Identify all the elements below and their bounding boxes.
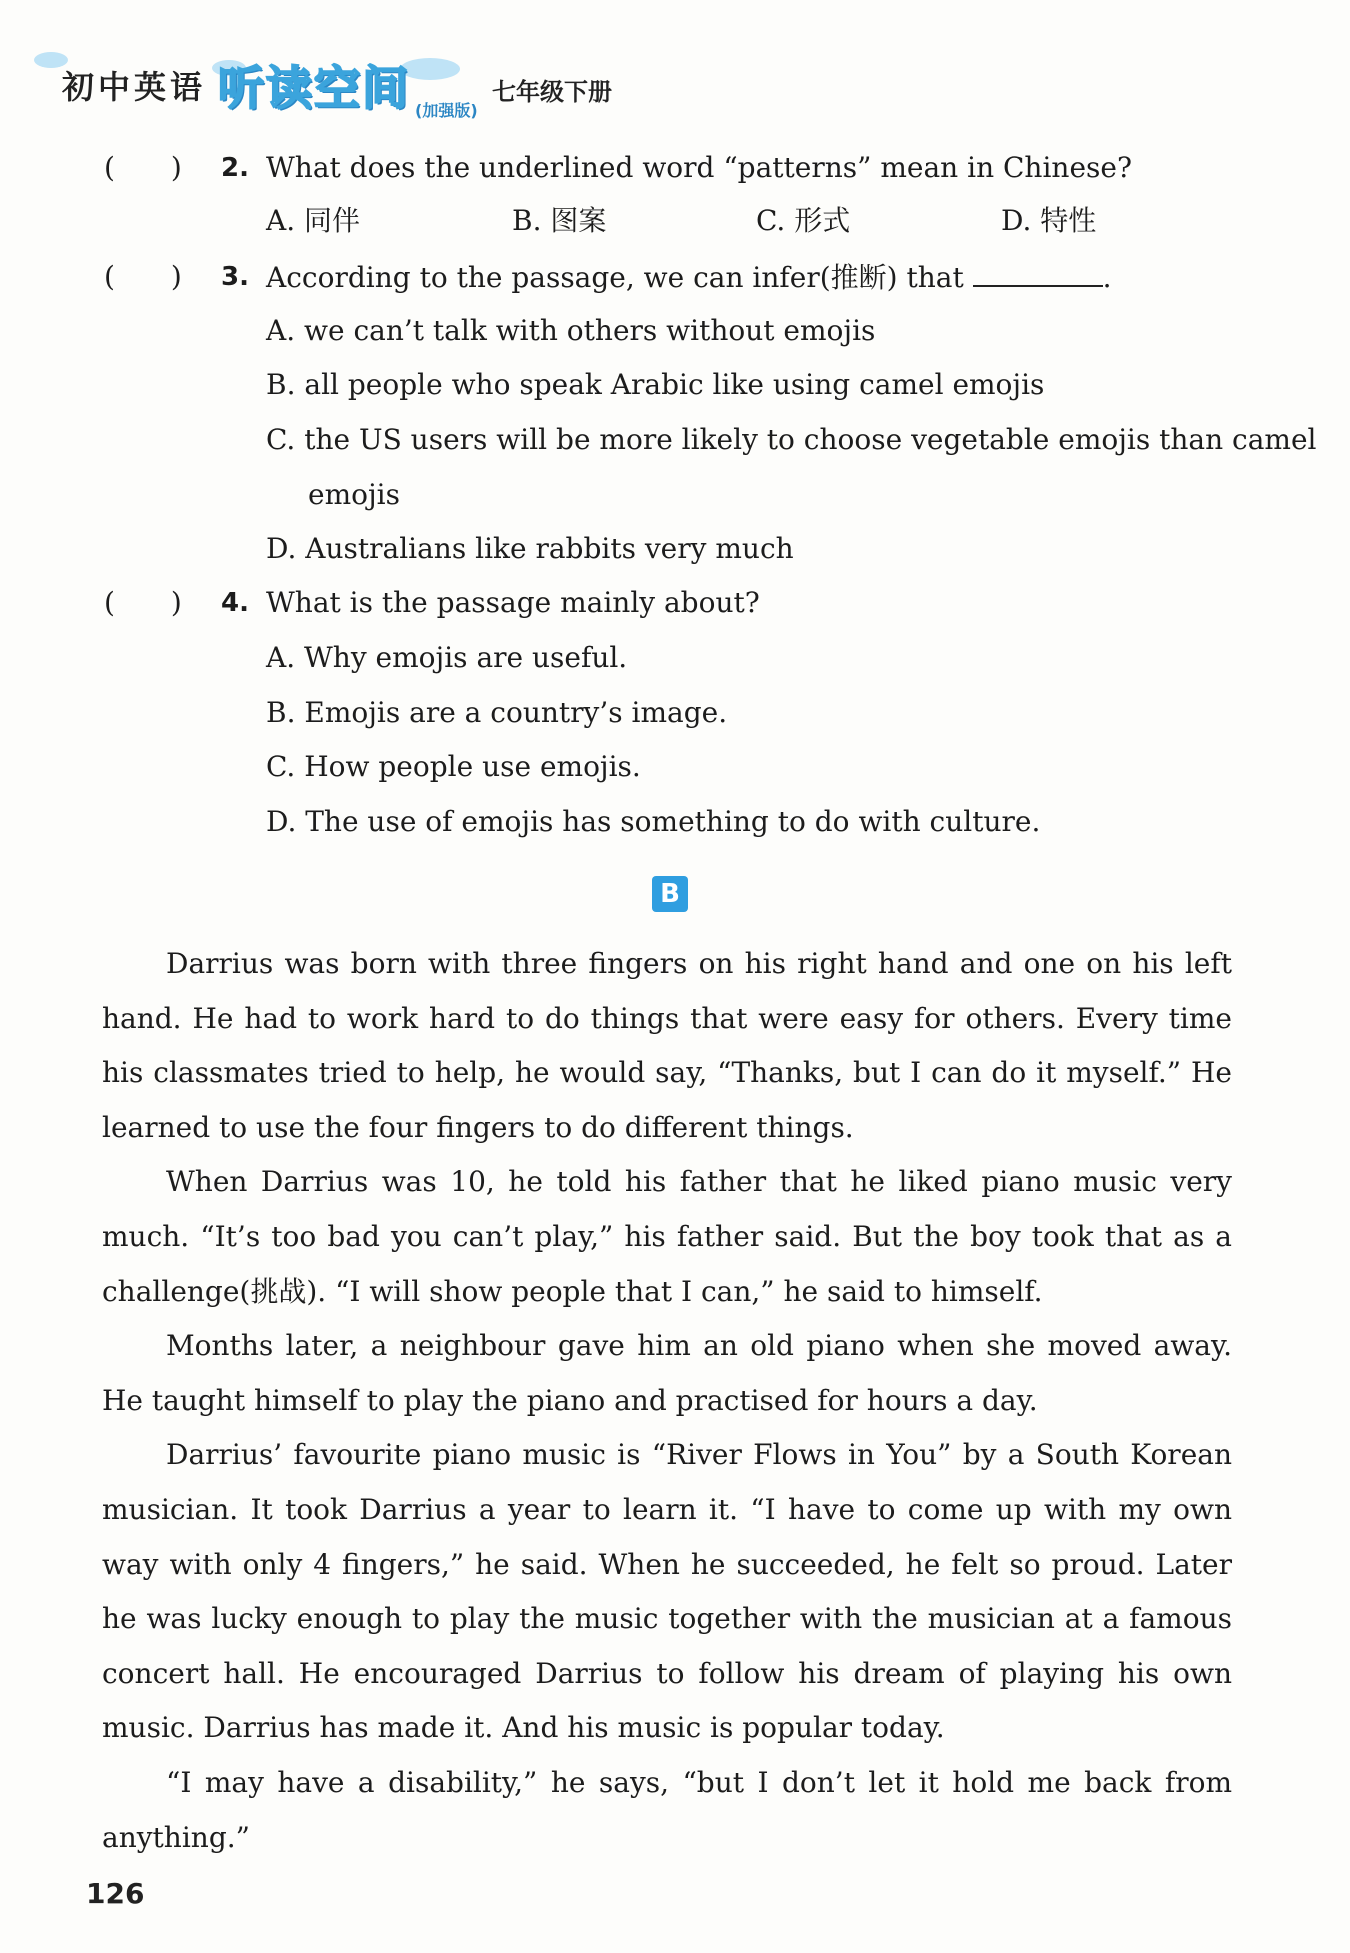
question-text: According to the passage, we can infer(推断) that . <box>266 261 1112 294</box>
option-d[interactable]: D. The use of emojis has something to do with culture. <box>266 805 1041 838</box>
option-a[interactable]: A. we can’t talk with others without emojis <box>266 314 876 347</box>
passage-paragraph: Months later, a neighbour gave him an old piano when she moved away. He taught himself to play the piano and practised for hours a day. <box>102 1329 1232 1417</box>
option-d[interactable]: D. Australians like rabbits very much <box>266 532 794 565</box>
answer-paren[interactable]: ( ) <box>104 586 182 619</box>
question-number: 3. <box>221 262 249 292</box>
page-header <box>0 0 1350 140</box>
option-b[interactable]: B. 图案 <box>512 204 607 237</box>
reading-passage <box>102 937 1232 1865</box>
brand-edition: (加强版) <box>415 101 478 120</box>
page-number: 126 <box>86 1877 145 1910</box>
option-a[interactable]: A. Why emojis are useful. <box>266 641 628 674</box>
brand-logo: 听读空间 <box>218 61 410 115</box>
brand-subject: 初中英语 <box>62 68 207 106</box>
option-d[interactable]: D. 特性 <box>1001 204 1097 237</box>
answer-blank[interactable] <box>973 259 1103 287</box>
question-text: What does the underlined word “patterns” mean in Chinese? <box>266 151 1132 184</box>
question-number: 4. <box>221 588 249 618</box>
answer-paren[interactable]: ( ) <box>104 151 182 184</box>
option-c[interactable]: C. the US users will be more likely to choose vegetable emojis than camel <box>266 423 1317 456</box>
question-number: 2. <box>221 153 249 183</box>
passage-paragraph: “I may have a disability,” he says, “but I don’t let it hold me back from anything.” <box>102 1765 1232 1854</box>
question-text: What is the passage mainly about? <box>266 586 760 619</box>
option-c[interactable]: C. 形式 <box>756 204 851 237</box>
option-b[interactable]: B. Emojis are a country’s image. <box>266 696 728 729</box>
option-a[interactable]: A. 同伴 <box>266 204 361 237</box>
option-c-continued: emojis <box>308 478 400 511</box>
option-c[interactable]: C. How people use emojis. <box>266 750 641 783</box>
book-grade: 七年级下册 <box>492 78 612 106</box>
passage-paragraph: Darrius was born with three fingers on his right hand and one on his left hand. He had to work hard to do things that were easy for others. Every time his classmates tried to help, he would say, “Thanks, but I can do it myself.” He learned to use the four fingers to do different things. <box>102 947 1232 1144</box>
option-b[interactable]: B. all people who speak Arabic like using camel emojis <box>266 368 1045 401</box>
passage-paragraph: When Darrius was 10, he told his father that he liked piano music very much. “It’s too bad you can’t play,” his father said. But the boy took that as a challenge(挑战). “I will show people that I can,” he said to himself. <box>102 1165 1232 1308</box>
answer-paren[interactable]: ( ) <box>104 260 182 293</box>
passage-paragraph: Darrius’ favourite piano music is “River Flows in You” by a South Korean musician. It took Darrius a year to learn it. “I have to come up with my own way with only 4 fingers,” he said. When he succeeded, he felt so proud. Later he was lucky enough to play the music together with the musician at a famous concert hall. He encouraged Darrius to follow his dream of playing his own music. Darrius has made it. And his music is popular today. <box>102 1438 1232 1745</box>
section-label: B <box>652 876 688 912</box>
